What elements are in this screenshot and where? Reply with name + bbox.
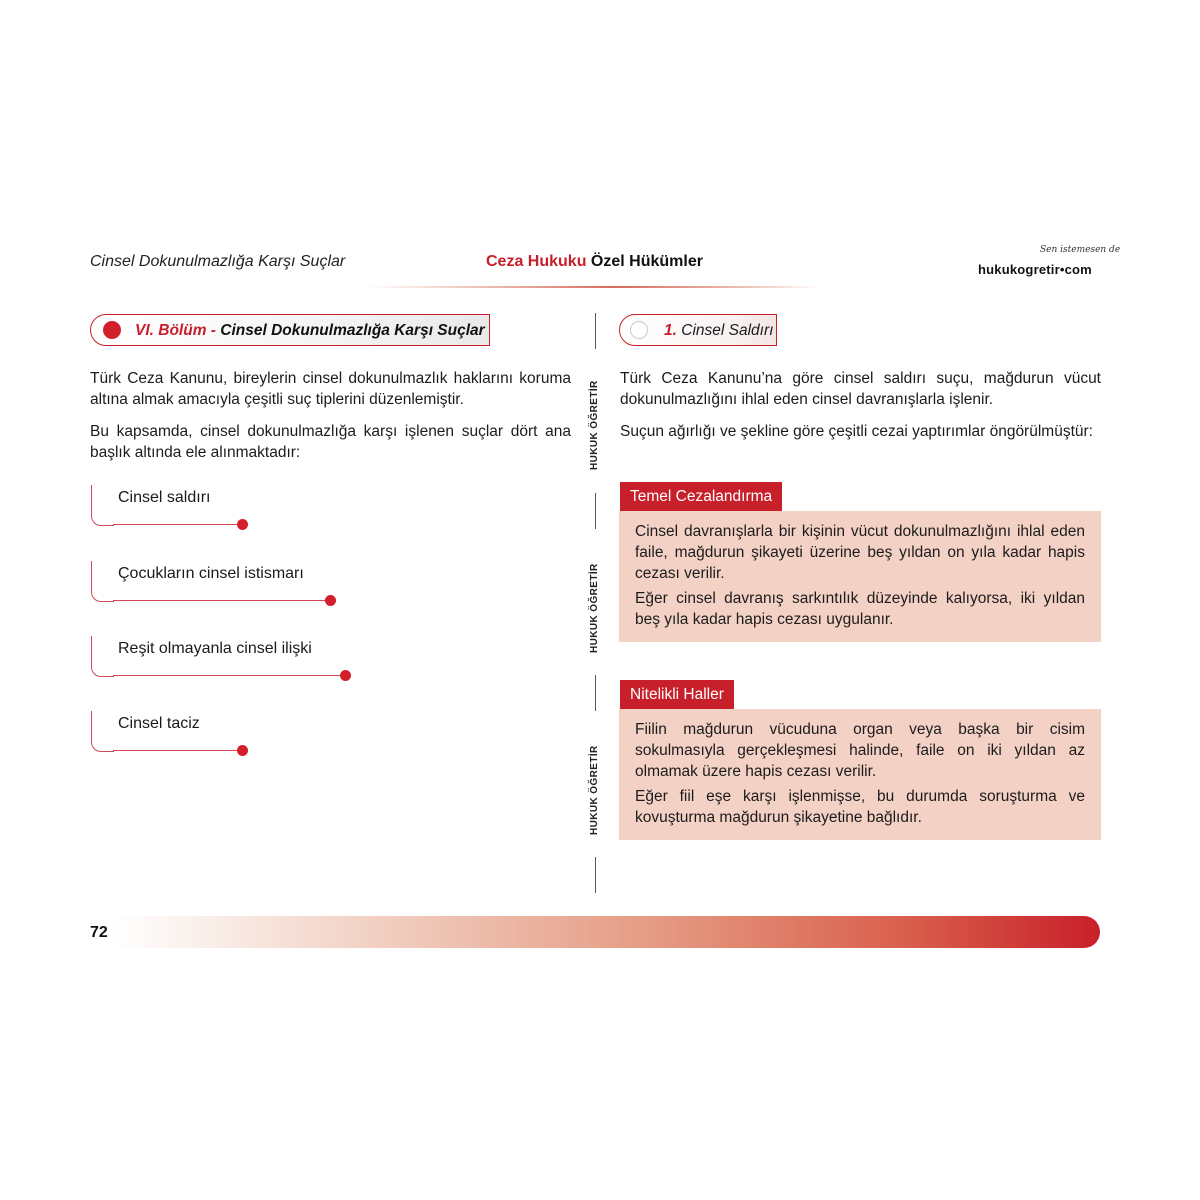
- info-box: [619, 709, 1101, 840]
- list-item: [91, 561, 351, 601]
- info-box: [619, 511, 1101, 642]
- list-underline: [113, 750, 243, 751]
- list-item: [91, 485, 351, 525]
- right-paragraph-2: Suçun ağırlığı ve şekline göre çeşitli cezai yaptırımlar öngörülmüştür:: [620, 423, 1093, 440]
- list-underline: [113, 600, 331, 601]
- list-underline: [113, 524, 243, 525]
- list-underline: [113, 675, 346, 676]
- watermark-text: HUKUK ÖĞRETİR: [589, 380, 600, 470]
- list-item: [91, 711, 351, 751]
- column-divider: [595, 675, 596, 711]
- list-item-label: Çocukların cinsel istismarı: [118, 565, 304, 582]
- right-paragraph-1: Türk Ceza Kanunu’na göre cinsel saldırı suçu, mağdurun vücut dokunulmazlığını ihlal eden cinsel davranışlarla işlenir.: [620, 370, 1101, 408]
- list-bracket: [91, 485, 114, 526]
- list-bullet-icon: [237, 745, 248, 756]
- list-item-label: Cinsel saldırı: [118, 489, 211, 506]
- info-box-paragraph: Fiilin mağdurun vücuduna organ veya başka bir cisim sokulmasıyla gerçekleşmesi halinde, faile on iki yıldan az olmamak üzere hapis cezası verilir.: [635, 721, 1085, 780]
- info-box-paragraph: Cinsel davranışlarla bir kişinin vücut dokunulmazlığını ihlal eden faile, mağdurun şikayeti üzerine beş yıldan on yıla kadar hapis cezası verilir.: [635, 523, 1085, 582]
- box-title-tab: Nitelikli Haller: [620, 680, 734, 709]
- intro-paragraph-2: Bu kapsamda, cinsel dokunulmazlığa karşı işlenen suçlar dört ana başlık altında ele alınmaktadır:: [90, 423, 571, 461]
- watermark-text: HUKUK ÖĞRETİR: [589, 745, 600, 835]
- brand-tagline: Sen istemesen de: [1040, 245, 1121, 255]
- header-divider: [365, 286, 820, 288]
- footer-bar: [112, 916, 1100, 948]
- list-bracket: [91, 561, 114, 602]
- info-box-paragraph: Eğer cinsel davranış sarkıntılık düzeyinde kalıyorsa, iki yıldan beş yıla kadar hapis cezası uygulanır.: [635, 590, 1085, 628]
- circle-icon: [630, 321, 648, 339]
- column-divider: [595, 857, 596, 893]
- subsection-badge-text: [664, 322, 773, 340]
- box-title-tab: Temel Cezalandırma: [620, 482, 782, 511]
- section-title: Cinsel Dokunulmazlığa Karşı Suçlar: [220, 322, 485, 339]
- column-divider: [595, 313, 596, 349]
- list-bullet-icon: [237, 519, 248, 530]
- list-bracket: [91, 636, 114, 677]
- section-badge-right: [619, 314, 777, 346]
- section-number: VI. Bölüm -: [135, 322, 221, 339]
- section-badge-text: [135, 322, 485, 340]
- list-item-label: Reşit olmayanla cinsel ilişki: [118, 640, 312, 657]
- intro-paragraph-1: Türk Ceza Kanunu, bireylerin cinsel dokunulmazlık haklarını koruma altına almak amacıyla çeşitli suç tiplerini düzenlemiştir.: [90, 370, 571, 408]
- red-dot-icon: [103, 321, 121, 339]
- book-title-accent: Ceza Hukuku: [486, 253, 587, 270]
- subsection-number: 1.: [664, 322, 677, 339]
- column-divider: [595, 493, 596, 529]
- list-bullet-icon: [340, 670, 351, 681]
- brand-logo: hukukogretir•com: [978, 262, 1092, 277]
- section-badge-left: [90, 314, 490, 346]
- watermark-text: HUKUK ÖĞRETİR: [589, 563, 600, 653]
- page-number: 72: [90, 924, 108, 941]
- list-item: [91, 636, 351, 676]
- book-title: [486, 253, 703, 271]
- book-title-rest: Özel Hükümler: [586, 253, 703, 270]
- running-chapter-title: Cinsel Dokunulmazlığa Karşı Suçlar: [90, 253, 346, 270]
- list-bracket: [91, 711, 114, 752]
- list-bullet-icon: [325, 595, 336, 606]
- list-item-label: Cinsel taciz: [118, 715, 200, 732]
- info-box-paragraph: Eğer fiil eşe karşı işlenmişse, bu durumda soruşturma ve kovuşturma mağdurun şikayetine bağlıdır.: [635, 788, 1085, 826]
- subsection-title: Cinsel Saldırı: [676, 322, 774, 339]
